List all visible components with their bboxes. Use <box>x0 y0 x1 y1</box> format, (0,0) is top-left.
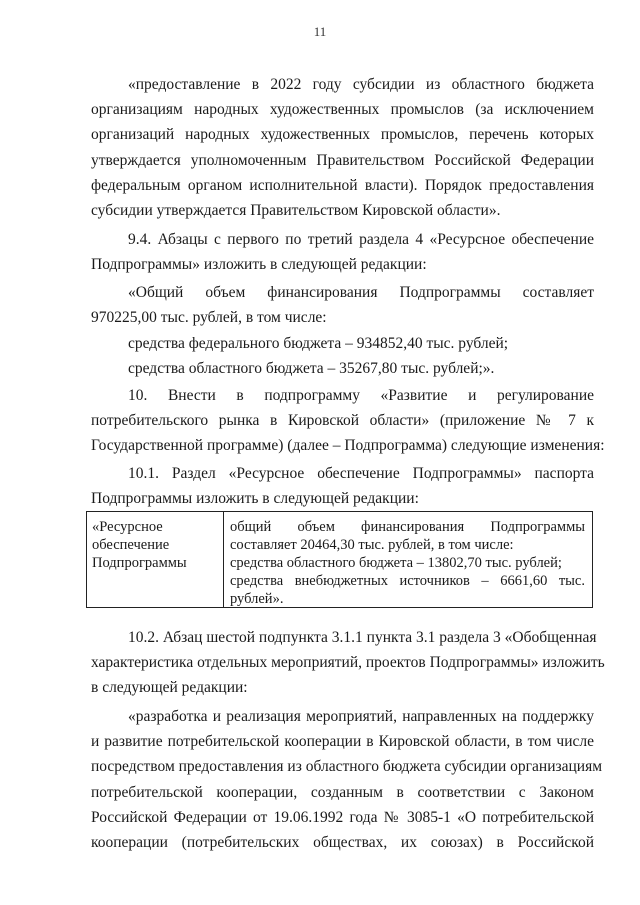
table-label-cell <box>92 518 220 572</box>
paragraph-line: и развитие потребительской кооперации в Кировской области, в том числе <box>91 733 594 750</box>
table-divider <box>223 512 224 607</box>
paragraph-line: 10. Внести в подпрограмму «Развитие и регулирование <box>128 387 594 404</box>
paragraph-line: «разработка и реализация мероприятий, направленных на поддержку <box>128 708 594 725</box>
paragraph-line: в следующей редакции: <box>91 679 248 696</box>
table-label-line: Подпрограммы <box>92 555 187 571</box>
paragraph-line: организаций народных художественных промыслов, перечень которых <box>91 126 594 143</box>
paragraph-line: 970225,00 тыс. рублей, в том числе: <box>91 309 327 326</box>
paragraph-line: Подпрограммы» изложить в следующей редакции: <box>91 256 427 273</box>
table-value-line: средства областного бюджета – 13802,70 тыс. рублей; <box>230 555 562 571</box>
paragraph-line: посредством предоставления из областного бюджета субсидии организациям <box>91 758 603 775</box>
page-number: 11 <box>313 24 327 39</box>
paragraph-line: федеральным органом исполнительной власти). Порядок предоставления <box>91 177 594 194</box>
resource-table <box>86 511 593 608</box>
paragraph-line: утверждается уполномоченным Правительством Российской Федерации <box>91 152 594 169</box>
paragraph-line: кооперации (потребительских обществах, их союзах) в Российской <box>91 834 594 851</box>
paragraph-line: Подпрограммы изложить в следующей редакции: <box>91 490 419 507</box>
paragraph-line: 9.4. Абзацы с первого по третий раздела 4 «Ресурсное обеспечение <box>128 231 594 248</box>
paragraph-line: Российской Федерации от 19.06.1992 года № 3085-1 «О потребительской <box>91 809 594 826</box>
table-value-line: средства внебюджетных источников – 6661,60 тыс. <box>230 573 585 589</box>
paragraph-line: потребительского рынка в Кировской области» (приложение № 7 к <box>91 412 594 429</box>
paragraph-line: «предоставление в 2022 году субсидии из областного бюджета <box>128 76 594 93</box>
table-value-line: составляет 20464,30 тыс. рублей, в том числе: <box>230 537 514 553</box>
paragraph-line: «Общий объем финансирования Подпрограммы составляет <box>128 284 594 301</box>
paragraph-line: характеристика отдельных мероприятий, проектов Подпрограммы» изложить <box>91 654 605 671</box>
paragraph-line: средства областного бюджета – 35267,80 тыс. рублей;». <box>128 360 495 377</box>
table-label-line: «Ресурсное <box>92 519 163 535</box>
table-label-line: обеспечение <box>92 537 170 553</box>
paragraph-line: субсидии утверждается Правительством Кировской области». <box>91 202 501 219</box>
table-value-cell <box>230 518 585 608</box>
paragraph-line: потребительской кооперации, созданным в соответствии с Законом <box>91 784 594 801</box>
table-value-line: общий объем финансирования Подпрограммы <box>230 519 585 535</box>
paragraph-line: 10.1. Раздел «Ресурсное обеспечение Подпрограммы» паспорта <box>128 465 594 482</box>
paragraph-line: организациям народных художественных промыслов (за исключением <box>91 101 594 118</box>
paragraph-line: 10.2. Абзац шестой подпункта 3.1.1 пункта 3.1 раздела 3 «Обобщенная <box>128 629 597 646</box>
table-value-line: рублей». <box>230 591 284 607</box>
paragraph-line: Государственной программе) (далее – Подпрограмма) следующие изменения: <box>91 437 605 454</box>
paragraph-line: средства федерального бюджета – 934852,40 тыс. рублей; <box>128 335 509 352</box>
